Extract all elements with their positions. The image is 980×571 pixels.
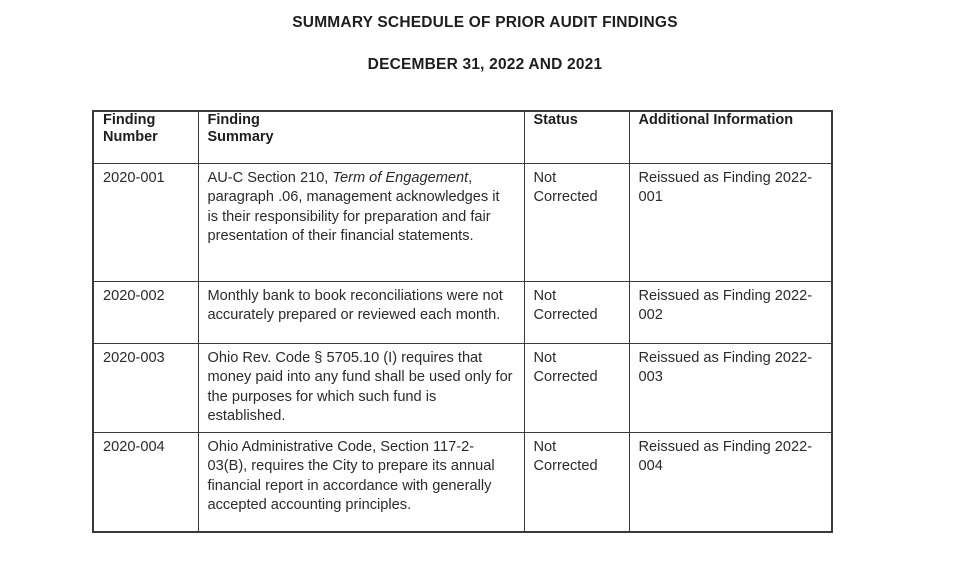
column-header-finding-summary-line1: Finding xyxy=(207,112,260,128)
document-subtitle: DECEMBER 31, 2022 AND 2021 xyxy=(367,56,603,73)
summary-text-pre: Ohio Administrative Code, Section 117-2-03(B), requires the City to prepare its annual financial report in accordance with generally accepted accounting principles. xyxy=(207,439,495,514)
finding-number-value: 2020-003 xyxy=(103,350,165,366)
document-title: SUMMARY SCHEDULE OF PRIOR AUDIT FINDINGS xyxy=(292,14,678,31)
cell-finding-number xyxy=(93,282,198,344)
additional-information-value: Reissued as Finding 2022-004 xyxy=(638,439,813,475)
summary-text-pre: AU-C Section 210, xyxy=(207,170,333,186)
summary-text-post: , paragraph .06, management acknowledges it is their responsibility for preparation and fair presentation of their financial statements. xyxy=(207,170,500,244)
table-row xyxy=(93,282,832,344)
table-row xyxy=(93,164,832,282)
column-header-finding-summary-line2: Summary xyxy=(207,129,274,145)
additional-information-value: Reissued as Finding 2022-002 xyxy=(638,288,813,324)
summary-text-italic: Term of Engagement xyxy=(332,170,469,186)
status-value: Not Corrected xyxy=(533,350,598,386)
cell-status xyxy=(524,282,629,344)
column-header-finding-number xyxy=(93,111,198,164)
cell-status xyxy=(524,433,629,533)
table-body xyxy=(93,164,832,533)
cell-finding-number xyxy=(93,164,198,282)
cell-finding-summary xyxy=(198,344,524,433)
finding-number-value: 2020-004 xyxy=(103,439,165,456)
finding-summary-value xyxy=(199,282,524,332)
column-header-finding-number-line1: Finding xyxy=(103,112,156,128)
prior-audit-findings-table xyxy=(92,110,833,533)
cell-status xyxy=(524,164,629,282)
column-header-status-label: Status xyxy=(533,112,578,128)
column-header-finding-number-line2: Number xyxy=(103,129,158,145)
cell-finding-number xyxy=(93,433,198,533)
finding-number-value: 2020-002 xyxy=(103,288,165,304)
status-value: Not Corrected xyxy=(533,439,598,475)
summary-text-pre: Monthly bank to book reconciliations were not accurately prepared or reviewed each month. xyxy=(207,288,503,324)
status-value: Not Corrected xyxy=(533,170,598,206)
finding-summary-value xyxy=(199,433,524,521)
column-header-status xyxy=(524,111,629,164)
cell-additional-information xyxy=(629,433,832,533)
title-block xyxy=(0,14,970,74)
finding-summary-value xyxy=(199,344,524,432)
cell-finding-summary xyxy=(198,282,524,344)
column-header-additional-information xyxy=(629,111,832,164)
column-header-additional-information-label: Additional Information xyxy=(638,112,794,128)
additional-information-value: Reissued as Finding 2022-001 xyxy=(638,170,813,206)
table-row xyxy=(93,344,832,433)
summary-text-pre: Ohio Rev. Code § 5705.10 (I) requires that money paid into any fund shall be used only for the purposes for which such fund is established. xyxy=(207,350,513,424)
status-value: Not Corrected xyxy=(533,288,598,324)
cell-finding-number xyxy=(93,344,198,433)
cell-additional-information xyxy=(629,344,832,433)
cell-status xyxy=(524,344,629,433)
finding-number-value: 2020-001 xyxy=(103,170,165,186)
cell-additional-information xyxy=(629,164,832,282)
finding-summary-value xyxy=(199,164,524,252)
cell-finding-summary xyxy=(198,164,524,282)
table-header-row xyxy=(93,111,832,164)
column-header-finding-summary xyxy=(198,111,524,164)
cell-additional-information xyxy=(629,282,832,344)
table-row xyxy=(93,433,832,533)
additional-information-value: Reissued as Finding 2022-003 xyxy=(638,350,813,386)
table-header xyxy=(93,111,832,164)
cell-finding-summary xyxy=(198,433,524,533)
